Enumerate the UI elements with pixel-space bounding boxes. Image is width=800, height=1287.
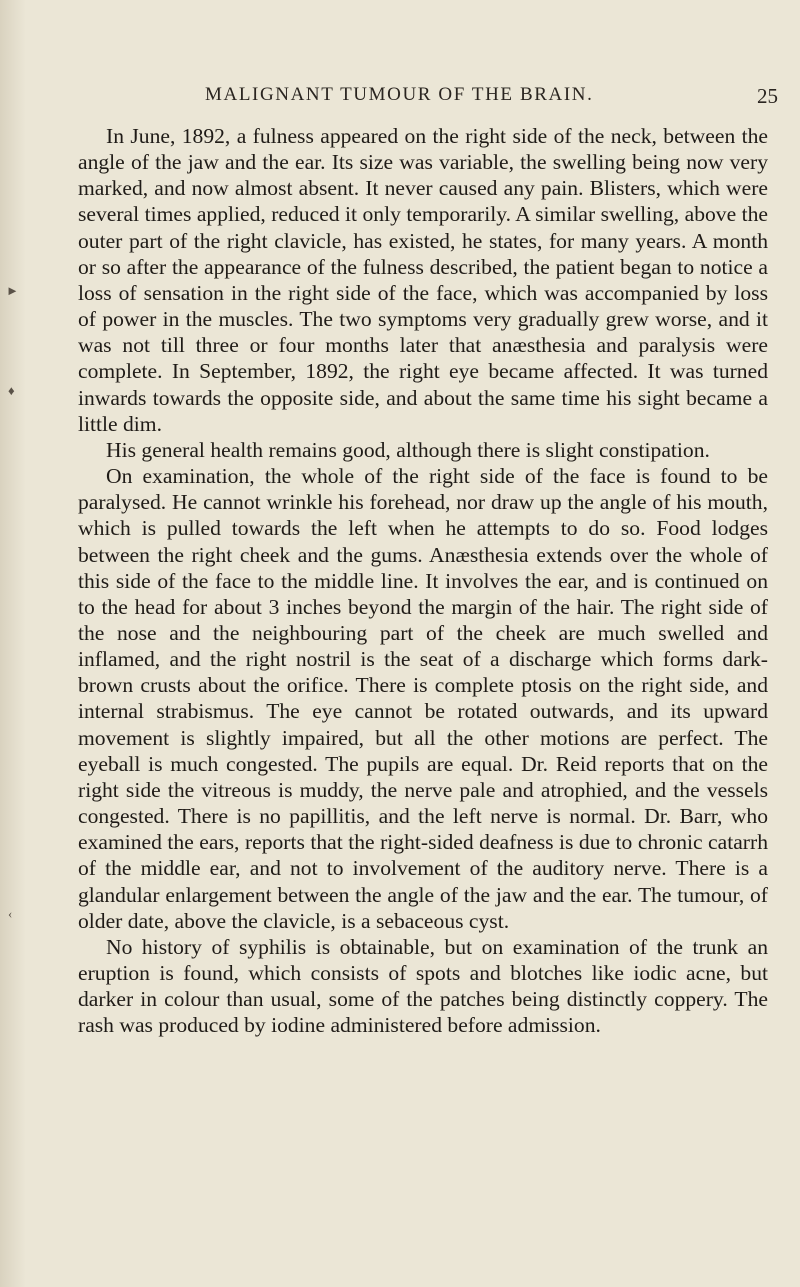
page-number: 25	[757, 84, 778, 108]
paragraph: On examination, the whole of the right side of the face is found to be paralysed. He cannot wrinkle his forehead, nor draw up the angle of his mouth, which is pulled towards the left when he attempts to do so. Food lodges between the right cheek and the gums. Anæsthesia extends over the whole of this side of the face to the middle line. It involves the ear, and is continued on to the head for about 3 inches beyond the margin of the hair. The right side of the nose and the neighbouring part of the cheek are much swelled and inflamed, and the right nostril is the seat of a discharge which forms dark-brown crusts about the orifice. There is complete ptosis on the right side, and internal strabismus. The eye cannot be rotated outwards, and its upward movement is slightly impaired, but all the other motions are perfect. The eyeball is much congested. The pupils are equal. Dr. Reid reports that on the right side the vitreous is muddy, the nerve pale and atrophied, and the vessels congested. There is no papillitis, and the left nerve is normal. Dr. Barr, who examined the ears, reports that the right-sided deafness is due to chronic catarrh of the middle ear, and not to involvement of the auditory nerve. There is a glandular enlargement between the angle of the jaw and the ear. The tumour, of older date, above the clavicle, is a sebaceous cyst.	[78, 464, 768, 933]
body-text	[78, 123, 768, 1038]
page-edge-shadow	[0, 0, 26, 1287]
margin-mark: ♦	[8, 383, 15, 398]
margin-mark: ‹	[8, 906, 13, 921]
margin-mark: ►	[6, 283, 19, 298]
paragraph: His general health remains good, although there is slight constipation.	[106, 437, 710, 462]
paragraph: No history of syphilis is obtainable, but on examination of the trunk an eruption is found, which consists of spots and blotches like iodic acne, but darker in colour than usual, some of the patches being distinctly coppery. The rash was produced by iodine administered before admission.	[78, 934, 768, 1038]
paragraph: In June, 1892, a fulness appeared on the right side of the neck, between the angle of the jaw and the ear. Its size was variable, the swelling being now very marked, and now almost absent. It never caused any pain. Blisters, which were several times applied, reduced it only temporarily. A similar swelling, above the outer part of the right clavicle, has existed, he states, for many years. A month or so after the appearance of the fulness described, the patient began to notice a loss of sensation in the right side of the face, which was accompanied by loss of power in the muscles. The two symptoms very gradually grew worse, and it was not till three or four months later that anæsthesia and paralysis were complete. In September, 1892, the right eye became affected. It was turned inwards towards the opposite side, and about the same time his sight became a little dim.	[78, 124, 768, 436]
running-head: MALIGNANT TUMOUR OF THE BRAIN.	[205, 84, 594, 105]
page-header	[205, 84, 778, 114]
